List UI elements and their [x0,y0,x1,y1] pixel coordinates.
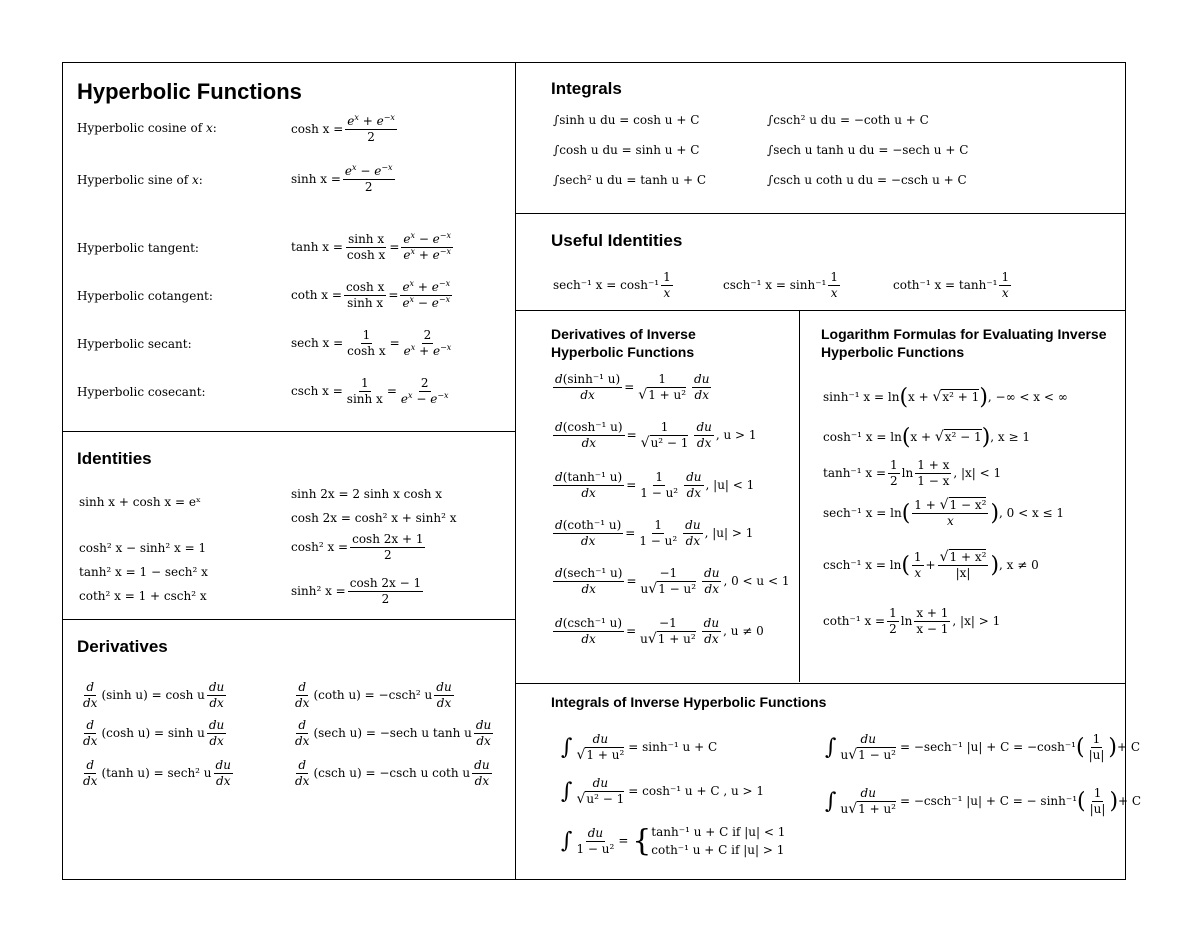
identity: tanh² x = 1 − sech² x [79,565,208,579]
log-formula: tanh⁻¹ x = $\frac{1}{2}$ ln $\frac{1 + x}{1 - x}$ , |x| < 1 [823,458,1002,488]
def-label: Hyperbolic sine of x: [77,173,203,187]
def-label: Hyperbolic cosine of x: [77,121,217,135]
log-formula: sech⁻¹ x = ln( $\frac{\text{1 + √1 − x²}}{x}$ ), 0 < x ≤ 1 [823,497,1065,528]
def-sech: sech x = $\frac{1}{\text{cosh x}}$ = $\frac{2}{e^x + e^{-x}}$ [291,328,452,358]
identity: cosh² x − sinh² x = 1 [79,541,207,555]
section-title: Useful Identities [551,231,683,250]
inverse-derivative: $\frac{\text{d(cosh⁻¹ u)}}{dx}$ = $\frac{1}{\text{√u² − 1}}$ $\frac{du}{dx}$ , u > 1 [555,420,757,451]
log-formula: cosh⁻¹ x = ln(x + √x² − 1), x ≥ 1 [823,425,1030,450]
integral: ∫sinh u du = cosh u + C [553,113,700,127]
inverse-derivative: $\frac{\text{d(sech⁻¹ u)}}{dx}$ = $\frac{-1}{\text{u√1 − u²}}$ $\frac{du}{dx}$ , 0 < u < 1 [555,566,790,597]
integral: ∫sech u tanh u du = −sech u + C [767,143,969,157]
integral: ∫csch² u du = −coth u + C [767,113,929,127]
inverse-integral: ∫ $\frac{du}{\text{u√1 + u²}}$ = −csch⁻¹ |u| + C = − sinh⁻¹( $\frac{1}{|u|}$ )+ C [825,786,1142,817]
useful-identity: coth⁻¹ x = tanh⁻¹ $\frac{1}{x}$ [893,270,1010,300]
divider [63,619,515,620]
identity: cosh 2x = cosh² x + sinh² x [291,511,457,525]
inverse-derivative: $\frac{\text{d(csch⁻¹ u)}}{dx}$ = $\frac{-1}{\text{u√1 + u²}}$ $\frac{du}{dx}$ , u ≠ 0 [555,616,764,647]
def-cosh: cosh x = $\frac{e^x + e^{-x}}{2}$ [291,113,395,144]
log-formula: csch⁻¹ x = ln( $\frac{1}{x}$ + $\frac{\text{√1 + x²}}{|x|}$ ), x ≠ 0 [823,549,1039,580]
section-title: Logarithm Formulas for Evaluating Inverse Hyperbolic Functions [821,326,1107,360]
derivative: $\frac{d}{dx}$ (sinh u) = cosh u $\frac{du}{dx}$ [83,680,225,710]
identity: coth² x = 1 + csch² x [79,589,207,603]
def-label: Hyperbolic cotangent: [77,289,213,303]
section-title: Identities [77,449,152,468]
identity: sinh x + cosh x = eˣ [79,495,202,509]
inverse-integral: ∫ $\frac{du}{\text{√1 + u²}}$ = sinh⁻¹ u + C [561,732,718,763]
divider [63,431,515,432]
useful-identity: csch⁻¹ x = sinh⁻¹ $\frac{1}{x}$ [723,270,838,300]
derivative: $\frac{d}{dx}$ (coth u) = −csch² u $\frac{du}{dx}$ [295,680,452,710]
def-tanh: tanh x = $\frac{\text{sinh x}}{\text{cosh x}}$ = $\frac{e^x - e^{-x}}{e^x + e^{-x}}$ [291,231,452,262]
formula-sheet [62,62,1142,880]
integral: ∫csch u coth u du = −csch u + C [767,173,967,187]
def-label: Hyperbolic secant: [77,337,192,351]
section-title: Derivatives of Inverse Hyperbolic Functions [551,326,696,360]
integral: ∫cosh u du = sinh u + C [553,143,700,157]
derivative: $\frac{d}{dx}$ (csch u) = −csch u coth u $\frac{du}{dx}$ [295,758,490,788]
def-csch: csch x = $\frac{1}{\text{sinh x}}$ = $\frac{2}{e^x - e^{-x}}$ [291,376,449,406]
page-title: Hyperbolic Functions [77,79,302,104]
derivative: $\frac{d}{dx}$ (cosh u) = sinh u $\frac{du}{dx}$ [83,718,225,748]
identity: sinh² x = $\frac{\cosh 2x - 1}{2}$ [291,576,422,606]
identity: cosh² x = $\frac{\cosh 2x + 1}{2}$ [291,532,424,562]
divider [515,213,1125,214]
def-label: Hyperbolic tangent: [77,241,199,255]
column-divider [515,63,516,879]
def-coth: coth x = $\frac{\text{cosh x}}{\text{sinh x}}$ = $\frac{e^x + e^{-x}}{e^x - e^{-x}}$ [291,279,451,310]
divider [515,310,1125,311]
def-sinh: sinh x = $\frac{e^x - e^{-x}}{2}$ [291,163,393,194]
inverse-integral: ∫ $\frac{du}{\text{1 − u²}}$ = { tanh⁻¹ u + C if |u| < 1 coth⁻¹ u + C if |u| > 1 [561,823,786,859]
derivative: $\frac{d}{dx}$ (tanh u) = sech² u $\frac{du}{dx}$ [83,758,231,788]
useful-identity: sech⁻¹ x = cosh⁻¹ $\frac{1}{x}$ [553,270,671,300]
def-label: Hyperbolic cosecant: [77,385,206,399]
divider [515,683,1125,684]
inverse-derivative: $\frac{\text{d(coth⁻¹ u)}}{dx}$ = $\frac{1}{\text{1 − u²}}$ $\frac{du}{dx}$ , |u| > 1 [555,518,754,548]
derivative: $\frac{d}{dx}$ (sech u) = −sech u tanh u $\frac{du}{dx}$ [295,718,492,748]
identity: sinh 2x = 2 sinh x cosh x [291,487,443,501]
section-title: Integrals of Inverse Hyperbolic Functions [551,694,827,710]
integral: ∫sech² u du = tanh u + C [553,173,707,187]
log-formula: sinh⁻¹ x = ln(x + √x² + 1), −∞ < x < ∞ [823,385,1068,410]
inverse-derivative: $\frac{\text{d(sinh⁻¹ u)}}{dx}$ = $\frac{1}{\text{√1 + u²}}$ $\frac{du}{dx}$ [555,372,710,403]
section-title: Integrals [551,79,622,98]
inverse-integral: ∫ $\frac{du}{\text{u√1 − u²}}$ = −sech⁻¹ |u| + C = −cosh⁻¹( $\frac{1}{|u|}$ )+ C [825,732,1141,763]
inverse-derivative: $\frac{\text{d(tanh⁻¹ u)}}{dx}$ = $\frac{1}{\text{1 − u²}}$ $\frac{du}{dx}$ , |u| < 1 [555,470,755,500]
section-title: Derivatives [77,637,168,656]
divider [799,310,800,682]
inverse-integral: ∫ $\frac{du}{\text{√u² − 1}}$ = cosh⁻¹ u + C , u > 1 [561,776,764,807]
log-formula: coth⁻¹ x = $\frac{1}{2}$ ln $\frac{x + 1}{x - 1}$ , |x| > 1 [823,606,1001,636]
